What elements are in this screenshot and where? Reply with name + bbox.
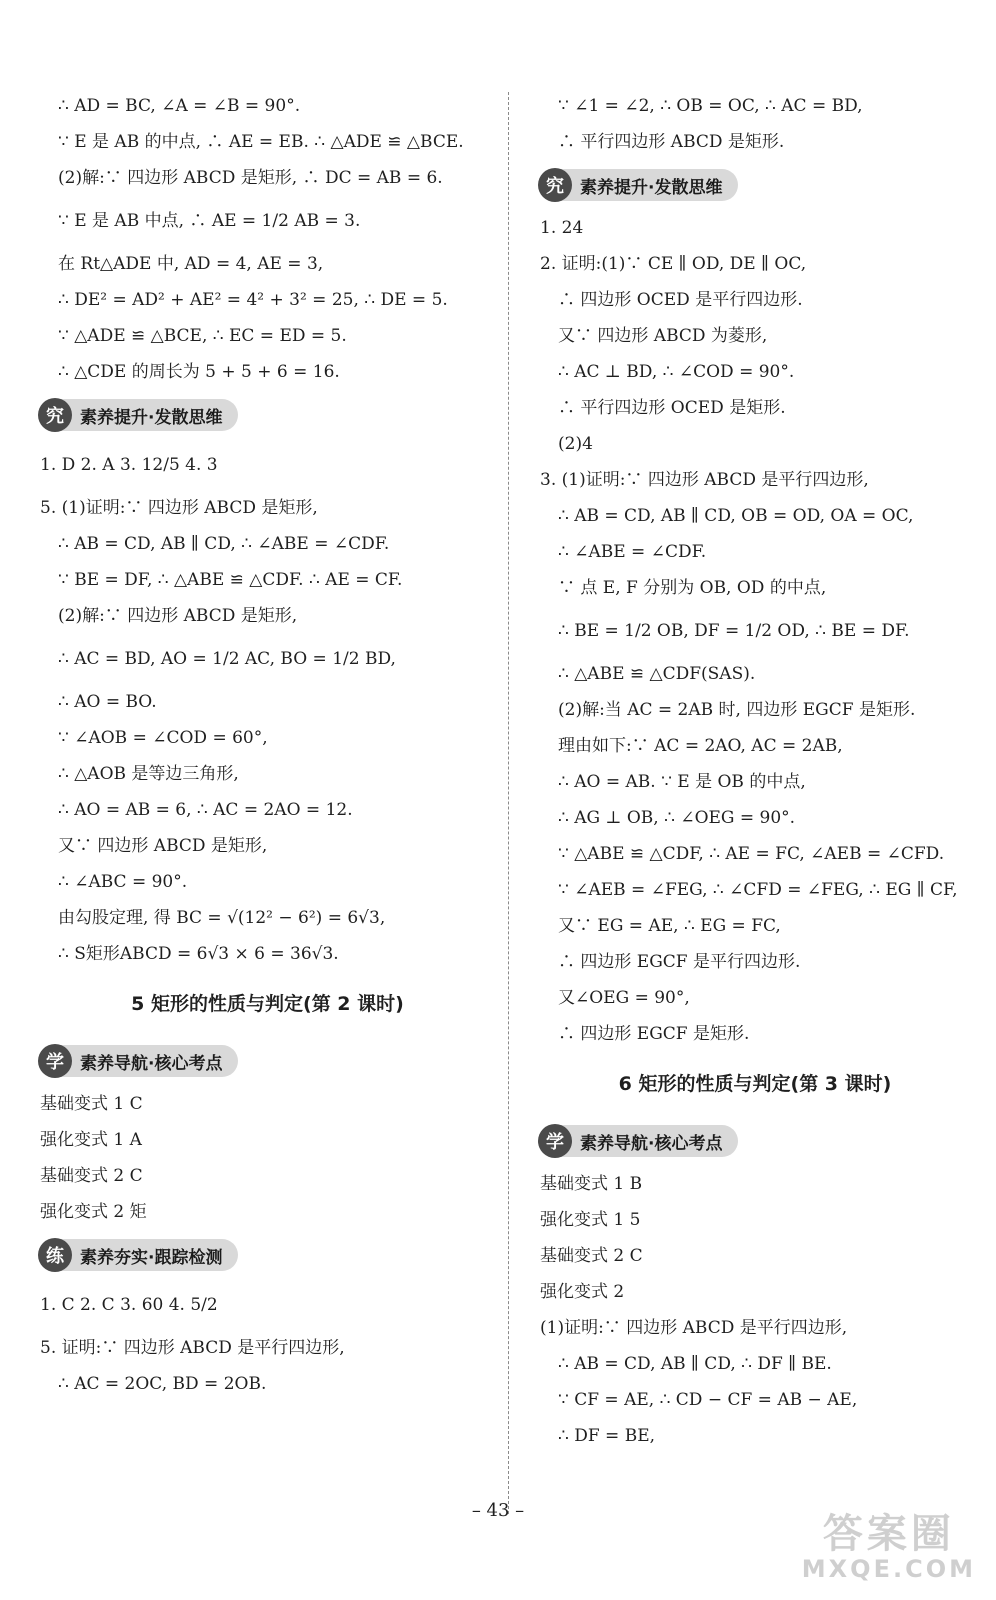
section-badge <box>540 162 970 208</box>
section-badge-icon: 究 <box>538 168 572 202</box>
answer-line: ∴ DE² = AD² + AE² = 4² + 3² = 25, ∴ DE = 5. <box>58 290 448 310</box>
answer-line: ∵ 点 E, F 分别为 OB, OD 的中点, <box>558 578 827 598</box>
answer-line: ∵ CF = AE, ∴ CD − CF = AB − AE, <box>558 1390 858 1410</box>
answer-line: ∴ BE = 1/2 OB, DF = 1/2 OD, ∴ BE = DF. <box>558 621 910 641</box>
answer-line: ∴ 平行四边形 OCED 是矩形. <box>558 398 786 418</box>
section-badge-pill <box>40 1045 238 1077</box>
answer-line: ∴ AG ⊥ OB, ∴ ∠OEG = 90°. <box>558 808 796 828</box>
answer-line: 2. 证明:(1)∵ CE ∥ OD, DE ∥ OC, <box>540 254 807 274</box>
answer-line: ∴ 四边形 EGCF 是矩形. <box>558 1024 750 1044</box>
answer-line: ∴ 四边形 OCED 是平行四边形. <box>558 290 803 310</box>
answer-line: (2)解:∵ 四边形 ABCD 是矩形, <box>58 606 298 626</box>
answer-line: ∴ AB = CD, AB ∥ CD, OB = OD, OA = OC, <box>558 506 914 526</box>
section-badge <box>40 392 495 438</box>
section-badge-icon: 究 <box>38 398 72 432</box>
answer-line: 1. C 2. C 3. 60 4. 5/2 <box>40 1295 218 1315</box>
left-column <box>40 88 495 1402</box>
page-number: – 43 – <box>471 1500 525 1521</box>
answer-line: ∴ AB = CD, AB ∥ CD, ∴ DF ∥ BE. <box>558 1354 832 1374</box>
answer-line: ∴ AC ⊥ BD, ∴ ∠COD = 90°. <box>558 362 795 382</box>
answer-line: 1. D 2. A 3. 12/5 4. 3 <box>40 455 218 475</box>
section-badge-pill <box>540 169 738 201</box>
section-badge-label: 素养提升·发散思维 <box>580 177 723 198</box>
answer-line: 强化变式 1 A <box>40 1130 142 1150</box>
section-title: 5 矩形的性质与判定(第 2 课时) <box>131 993 404 1015</box>
column-divider <box>508 92 509 1514</box>
answer-line: 又∵ 四边形 ABCD 是矩形, <box>58 836 268 856</box>
watermark-bottom: MXQE.COM <box>801 1554 976 1583</box>
section-badge-pill <box>40 399 238 431</box>
answer-line: 基础变式 2 C <box>40 1166 143 1186</box>
answer-line: (2)4 <box>558 434 593 454</box>
answer-line: ∴ 四边形 EGCF 是平行四边形. <box>558 952 801 972</box>
section-badge <box>40 1038 495 1084</box>
section-badge-icon: 学 <box>538 1124 572 1158</box>
answer-line: 1. 24 <box>540 218 584 238</box>
right-column <box>540 88 970 1454</box>
answer-line: ∴ S矩形ABCD = 6√3 × 6 = 36√3. <box>58 944 339 964</box>
answer-line: 又∠OEG = 90°, <box>558 988 690 1008</box>
section-badge-label: 素养导航·核心考点 <box>580 1133 723 1154</box>
answer-line: ∴ AD = BC, ∠A = ∠B = 90°. <box>58 96 301 116</box>
section-badge <box>40 1232 495 1278</box>
section-badge-icon: 学 <box>38 1044 72 1078</box>
watermark-top: 答案圈 <box>822 1510 955 1557</box>
answer-line: ∴ ∠ABC = 90°. <box>58 872 188 892</box>
answer-line: ∴ △AOB 是等边三角形, <box>58 764 239 784</box>
answer-line: ∴ ∠ABE = ∠CDF. <box>558 542 707 562</box>
answer-line: ∴ AB = CD, AB ∥ CD, ∴ ∠ABE = ∠CDF. <box>58 534 390 554</box>
answer-line: 5. 证明:∵ 四边形 ABCD 是平行四边形, <box>40 1338 345 1358</box>
section-title: 6 矩形的性质与判定(第 3 课时) <box>618 1073 892 1095</box>
answer-line: 在 Rt△ADE 中, AD = 4, AE = 3, <box>58 254 324 274</box>
answer-line: ∴ 平行四边形 ABCD 是矩形. <box>558 132 785 152</box>
answer-line: 理由如下:∵ AC = 2AO, AC = 2AB, <box>558 736 843 756</box>
answer-line: ∴ AO = AB. ∵ E 是 OB 的中点, <box>558 772 806 792</box>
answer-line: ∴ DF = BE, <box>558 1426 656 1446</box>
answer-line: ∵ BE = DF, ∴ △ABE ≌ △CDF. ∴ AE = CF. <box>58 570 403 590</box>
answer-line: 由勾股定理, 得 BC = √(12² − 6²) = 6√3, <box>58 908 386 928</box>
answer-line: (2)解:当 AC = 2AB 时, 四边形 EGCF 是矩形. <box>558 700 916 720</box>
section-badge <box>540 1118 970 1164</box>
answer-line: 又∵ 四边形 ABCD 为菱形, <box>558 326 768 346</box>
answer-line: 基础变式 1 C <box>40 1094 143 1114</box>
answer-line: ∴ AC = 2OC, BD = 2OB. <box>58 1374 267 1394</box>
answer-line: 基础变式 2 C <box>540 1246 643 1266</box>
answer-line: ∵ △ADE ≌ △BCE, ∴ EC = ED = 5. <box>58 326 347 346</box>
watermark-logo <box>802 1512 976 1582</box>
answer-line: ∴ AC = BD, AO = 1/2 AC, BO = 1/2 BD, <box>58 649 396 669</box>
answer-line: 强化变式 2 矩 <box>40 1202 147 1222</box>
answer-line: ∴ AO = AB = 6, ∴ AC = 2AO = 12. <box>58 800 353 820</box>
answer-line: ∵ ∠AOB = ∠COD = 60°, <box>58 728 268 748</box>
answer-line: (1)证明:∵ 四边形 ABCD 是平行四边形, <box>540 1318 848 1338</box>
section-badge-label: 素养导航·核心考点 <box>80 1053 223 1074</box>
section-badge-icon: 练 <box>38 1238 72 1272</box>
answer-line: ∵ ∠AEB = ∠FEG, ∴ ∠CFD = ∠FEG, ∴ EG ∥ CF, <box>558 880 958 900</box>
section-badge-label: 素养提升·发散思维 <box>80 407 223 428</box>
answer-line: ∴ AO = BO. <box>58 692 157 712</box>
answer-line: ∴ △CDE 的周长为 5 + 5 + 6 = 16. <box>58 362 340 382</box>
answer-line: 基础变式 1 B <box>540 1174 643 1194</box>
section-badge-label: 素养夯实·跟踪检测 <box>80 1247 223 1268</box>
answer-line: 又∵ EG = AE, ∴ EG = FC, <box>558 916 781 936</box>
answer-line: 强化变式 1 5 <box>540 1210 641 1230</box>
answer-line: ∵ △ABE ≌ △CDF, ∴ AE = FC, ∠AEB = ∠CFD. <box>558 844 945 864</box>
answer-line: ∴ △ABE ≌ △CDF(SAS). <box>558 664 756 684</box>
section-badge-pill <box>40 1239 238 1271</box>
answer-line: ∵ E 是 AB 中点, ∴ AE = 1/2 AB = 3. <box>58 211 361 231</box>
answer-line: 强化变式 2 <box>540 1282 625 1302</box>
answer-line: 3. (1)证明:∵ 四边形 ABCD 是平行四边形, <box>540 470 869 490</box>
answer-line: ∵ ∠1 = ∠2, ∴ OB = OC, ∴ AC = BD, <box>558 96 863 116</box>
answer-line: 5. (1)证明:∵ 四边形 ABCD 是矩形, <box>40 498 318 518</box>
section-badge-pill <box>540 1125 738 1157</box>
answer-line: (2)解:∵ 四边形 ABCD 是矩形, ∴ DC = AB = 6. <box>58 168 443 188</box>
answer-line: ∵ E 是 AB 的中点, ∴ AE = EB. ∴ △ADE ≌ △BCE. <box>58 132 464 152</box>
